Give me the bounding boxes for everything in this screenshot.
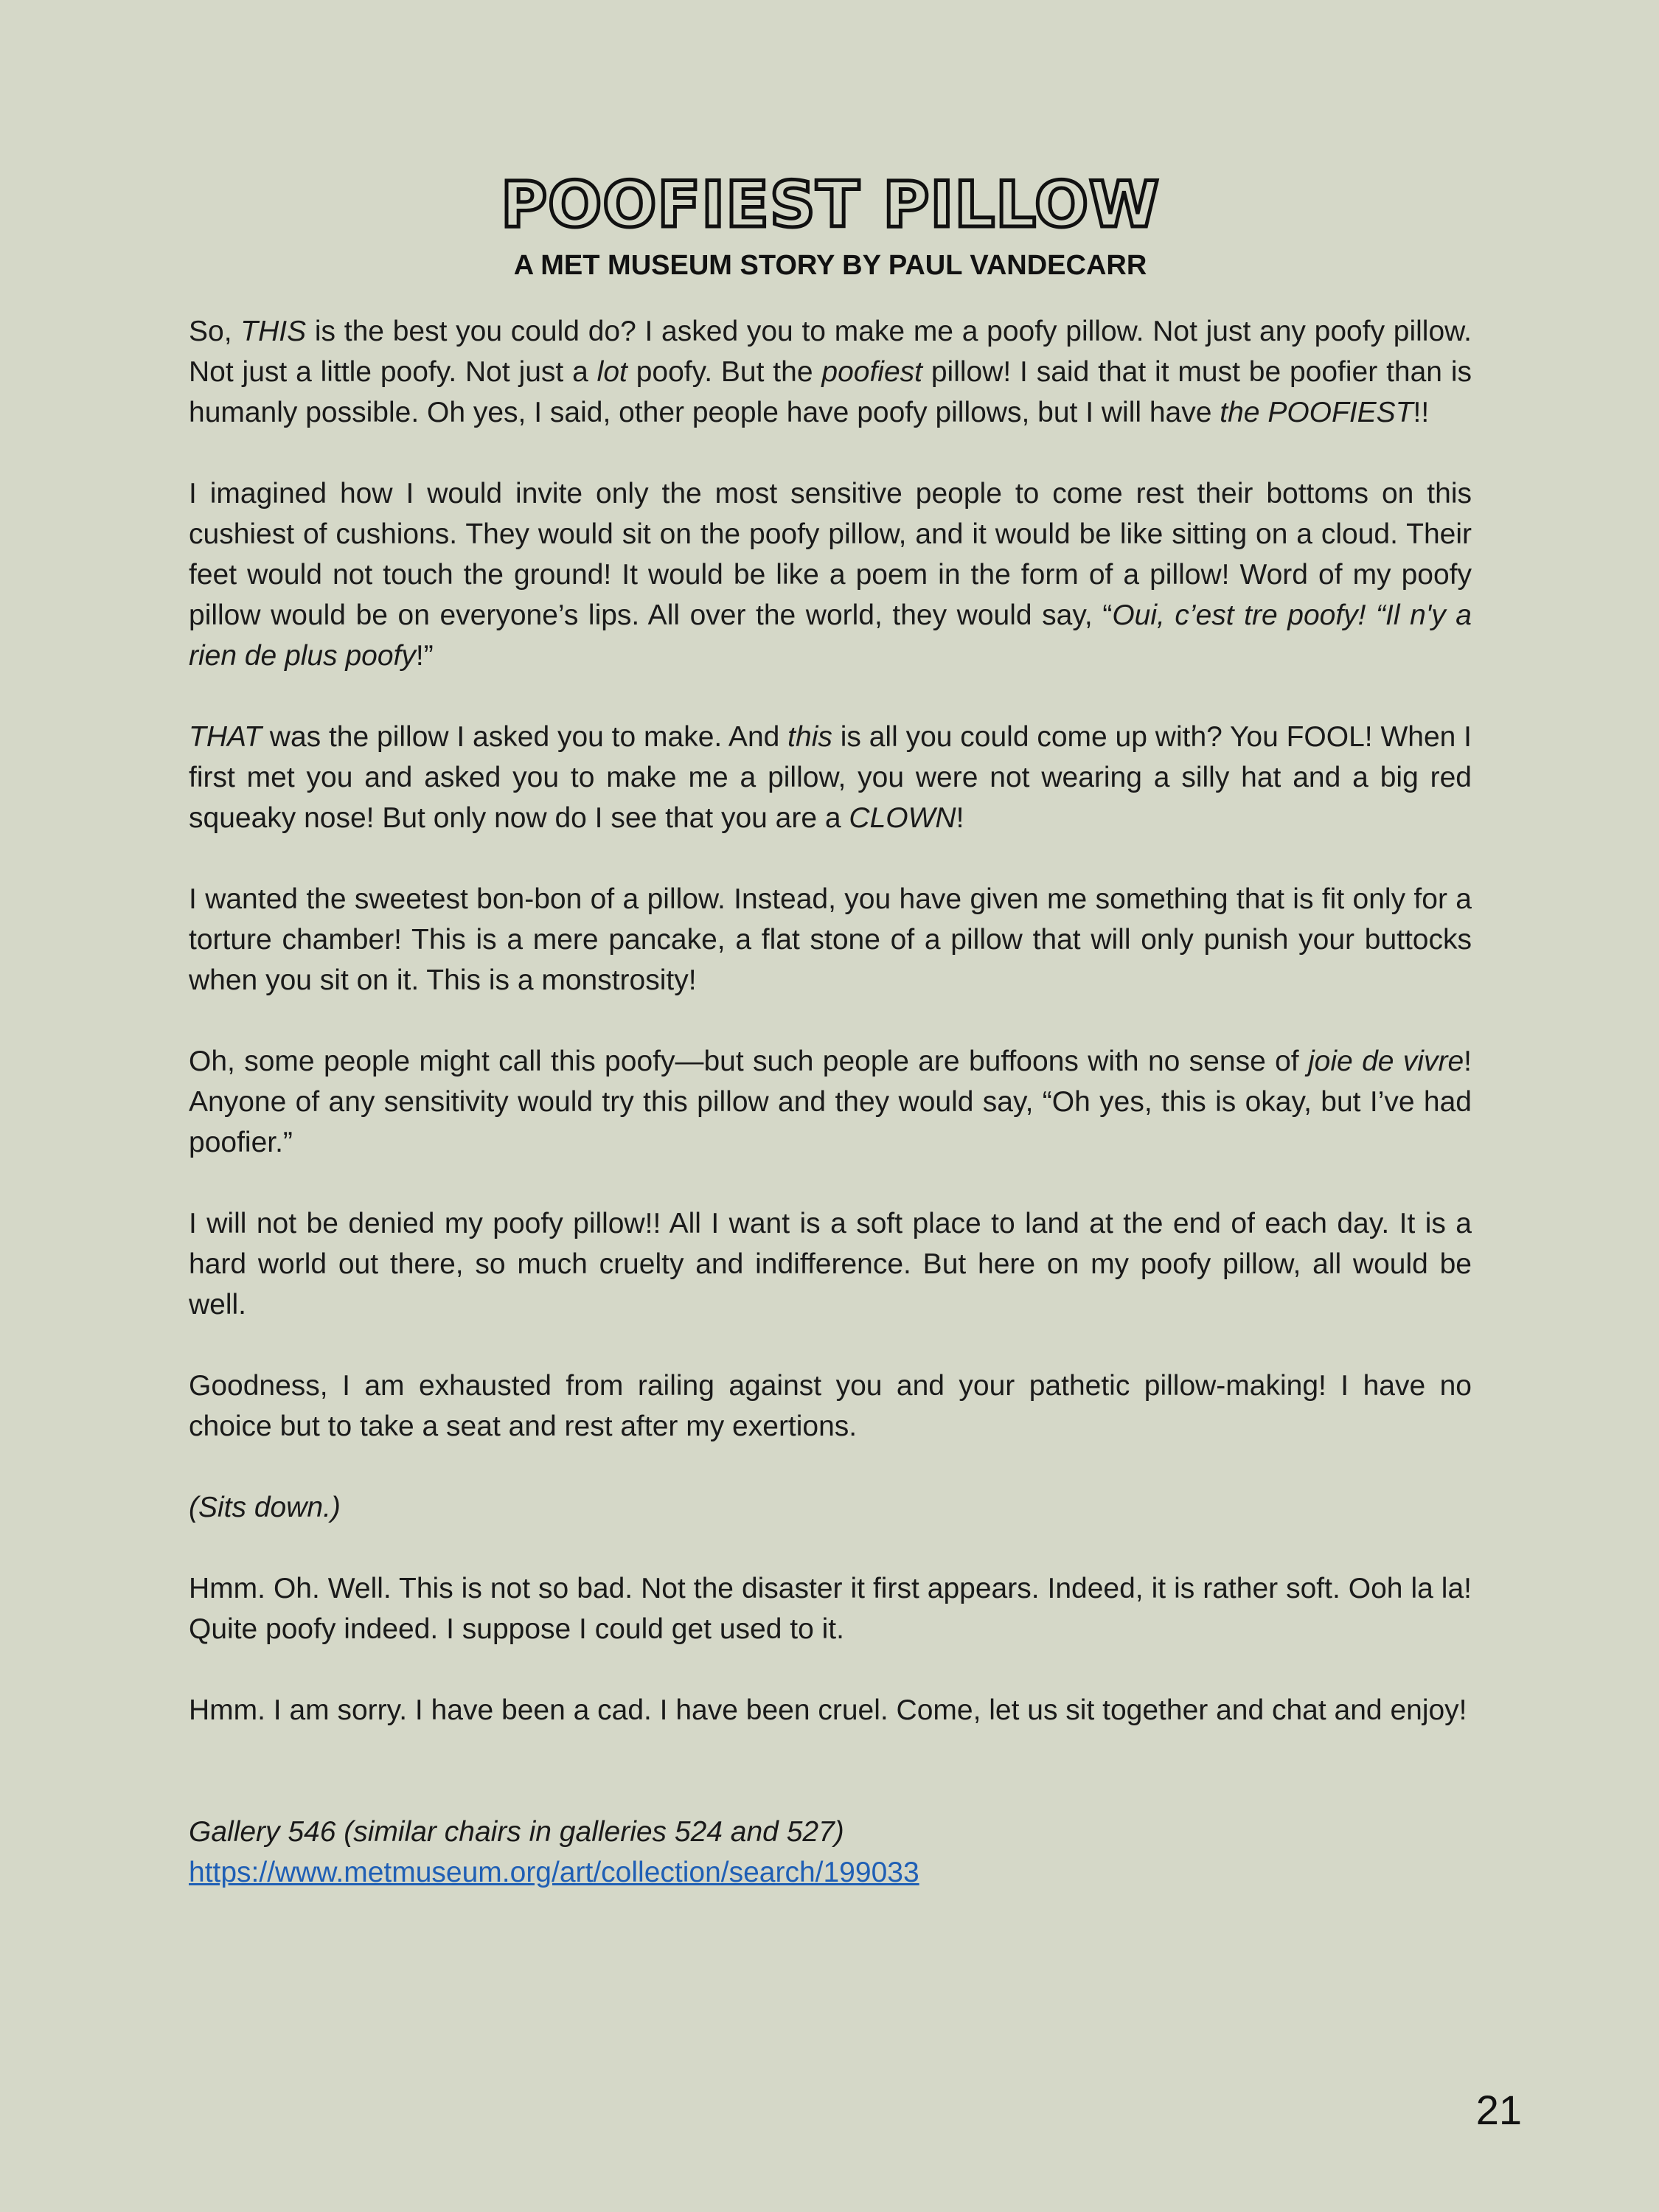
paragraph-text: I imagined how I would invite only the most sensitive people to come rest their bottoms on this cushiest of cushions. They would sit on the poofy pillow, and it would be like sitting on a cloud. Their feet would not touch the ground! It would be like a poem in the form of a pillow! Word of my poofy pillow would be on everyone’s lips. All over the world, they would say, “ [189, 478, 1472, 631]
story-page [189, 168, 1472, 1893]
italic-text: CLOWN [849, 802, 956, 834]
italic-text: THAT [189, 721, 262, 753]
story-paragraph [189, 717, 1472, 838]
paragraph-text: was the pillow I asked you to make. And [261, 721, 788, 753]
collection-link[interactable]: https://www.metmuseum.org/art/collection/search/199033 [189, 1857, 919, 1888]
paragraph-text: ! [956, 802, 964, 834]
italic-text: (Sits down.) [189, 1492, 341, 1523]
story-paragraph [189, 1690, 1472, 1731]
paragraph-text: pillow! I said that it must be poofier than is humanly possible. Oh yes, I said, other people have poofy pillows, but I will have [189, 356, 1472, 428]
story-paragraph [189, 1568, 1472, 1649]
gallery-footer [189, 1812, 1472, 1893]
paragraph-text: is the best you could do? I asked you to make me a poofy pillow. Not just any poofy pillow. Not just a little poofy. Not just a [189, 316, 1472, 388]
paragraph-text: poofy. But the [627, 356, 822, 388]
paragraph-text: !! [1413, 397, 1430, 428]
italic-text: Oui, c’est tre poofy! “Il n'y a rien de plus poofy [189, 599, 1472, 672]
story-paragraph [189, 1041, 1472, 1163]
story-paragraph [189, 311, 1472, 433]
paragraph-text: ! Anyone of any sensitivity would try this pillow and they would say, “Oh yes, this is okay, but I’ve had poofier.” [189, 1046, 1472, 1158]
story-body [189, 311, 1472, 1731]
italic-text: THIS [240, 316, 307, 347]
italic-text: poofiest [821, 356, 922, 388]
story-title: POOFIEST PILLOW [501, 168, 1160, 242]
italic-text: this [787, 721, 832, 753]
story-paragraph [189, 879, 1472, 1001]
paragraph-text: So, [189, 316, 241, 347]
paragraph-text: I will not be denied my poofy pillow!! All I want is a soft place to land at the end of each day. It is a hard world out there, so much cruelty and indifference. But here on my poofy pillow, all would be well. [189, 1208, 1472, 1321]
paragraph-text: Hmm. I am sorry. I have been a cad. I have been cruel. Come, let us sit together and chat and enjoy! [189, 1694, 1467, 1726]
paragraph-text: Goodness, I am exhausted from railing against you and your pathetic pillow-making! I have no choice but to take a seat and rest after my exertions. [189, 1370, 1472, 1442]
paragraph-text: I wanted the sweetest bon-bon of a pillow. Instead, you have given me something that is fit only for a torture chamber! This is a mere pancake, a flat stone of a pillow that will only punish your buttocks when you sit on it. This is a monstrosity! [189, 883, 1472, 996]
italic-text: lot [597, 356, 627, 388]
paragraph-text: is all you could come up with? You FOOL! When I first met you and asked you to make me a pillow, you were not wearing a silly hat and a big red squeaky nose! But only now do I see that you are a [189, 721, 1472, 834]
paragraph-text: Hmm. Oh. Well. This is not so bad. Not the disaster it first appears. Indeed, it is rather soft. Ooh la la! Quite poofy indeed. I suppose I could get used to it. [189, 1573, 1472, 1645]
page-number: 21 [1475, 2087, 1522, 2133]
story-paragraph [189, 1366, 1472, 1447]
story-paragraph [189, 1203, 1472, 1325]
italic-text: the POOFIEST [1220, 397, 1413, 428]
story-paragraph [189, 1487, 1472, 1528]
paragraph-text: !” [415, 640, 434, 672]
italic-text: joie de vivre [1308, 1046, 1464, 1077]
story-paragraph [189, 473, 1472, 676]
paragraph-text: Oh, some people might call this poofy—but such people are buffoons with no sense of [189, 1046, 1308, 1077]
gallery-location: Gallery 546 (similar chairs in galleries 524 and 527) [189, 1816, 844, 1848]
story-subtitle: A MET MUSEUM STORY BY PAUL VANDECARR [513, 250, 1147, 281]
